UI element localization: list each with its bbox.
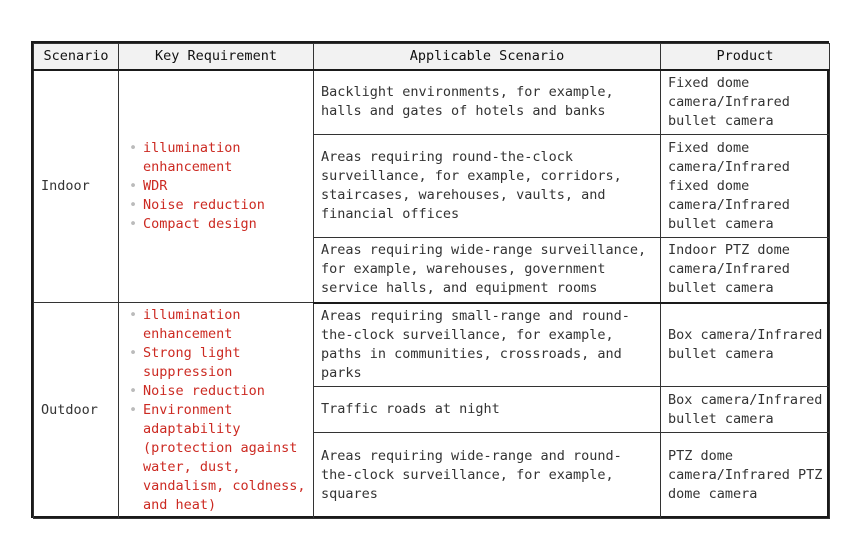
requirement-list	[125, 306, 307, 515]
requirements-outdoor	[119, 303, 314, 519]
requirement-item: • WDR	[125, 177, 307, 196]
table-frame	[31, 41, 829, 518]
table-row	[34, 303, 830, 387]
applicable-scenario-cell: Backlight environments, for example, halls and gates of hotels and banks	[314, 70, 661, 135]
requirement-item: • illumination enhancement	[125, 306, 307, 344]
requirement-item: • Environment adaptability (protection against water, dust, vandalism, coldness, and heat)	[125, 401, 307, 515]
camera-scenario-table	[33, 43, 830, 519]
scenario-indoor: Indoor	[34, 70, 119, 303]
table-row	[34, 70, 830, 135]
requirement-item: • Noise reduction	[125, 382, 307, 401]
product-cell: Fixed dome camera/Infrared fixed dome camera/Infrared bullet camera	[661, 135, 830, 238]
applicable-scenario-cell: Areas requiring wide-range and round-the-clock surveillance, for example, squares	[314, 433, 661, 519]
product-cell: PTZ dome camera/Infrared PTZ dome camera	[661, 433, 830, 519]
requirement-item: • Strong light suppression	[125, 344, 307, 382]
scenario-outdoor: Outdoor	[34, 303, 119, 519]
header-scenario: Scenario	[34, 44, 119, 70]
product-cell: Fixed dome camera/Infrared bullet camera	[661, 70, 830, 135]
product-cell: Indoor PTZ dome camera/Infrared bullet camera	[661, 238, 830, 303]
header-row	[34, 44, 830, 70]
applicable-scenario-cell: Areas requiring wide-range surveillance, for example, warehouses, government service halls, and equipment rooms	[314, 238, 661, 303]
requirements-indoor	[119, 70, 314, 303]
requirement-item: • Compact design	[125, 215, 307, 234]
applicable-scenario-cell: Areas requiring round-the-clock surveillance, for example, corridors, staircases, warehouses, vaults, and financial offices	[314, 135, 661, 238]
requirement-item: • illumination enhancement	[125, 139, 307, 177]
applicable-scenario-cell: Traffic roads at night	[314, 387, 661, 433]
product-cell: Box camera/Infrared bullet camera	[661, 387, 830, 433]
header-key-requirement: Key Requirement	[119, 44, 314, 70]
header-product: Product	[661, 44, 830, 70]
applicable-scenario-cell: Areas requiring small-range and round-the-clock surveillance, for example, paths in communities, crossroads, and parks	[314, 303, 661, 387]
requirement-list	[125, 139, 307, 234]
header-applicable-scenario: Applicable Scenario	[314, 44, 661, 70]
requirement-item: • Noise reduction	[125, 196, 307, 215]
product-cell: Box camera/Infrared bullet camera	[661, 303, 830, 387]
